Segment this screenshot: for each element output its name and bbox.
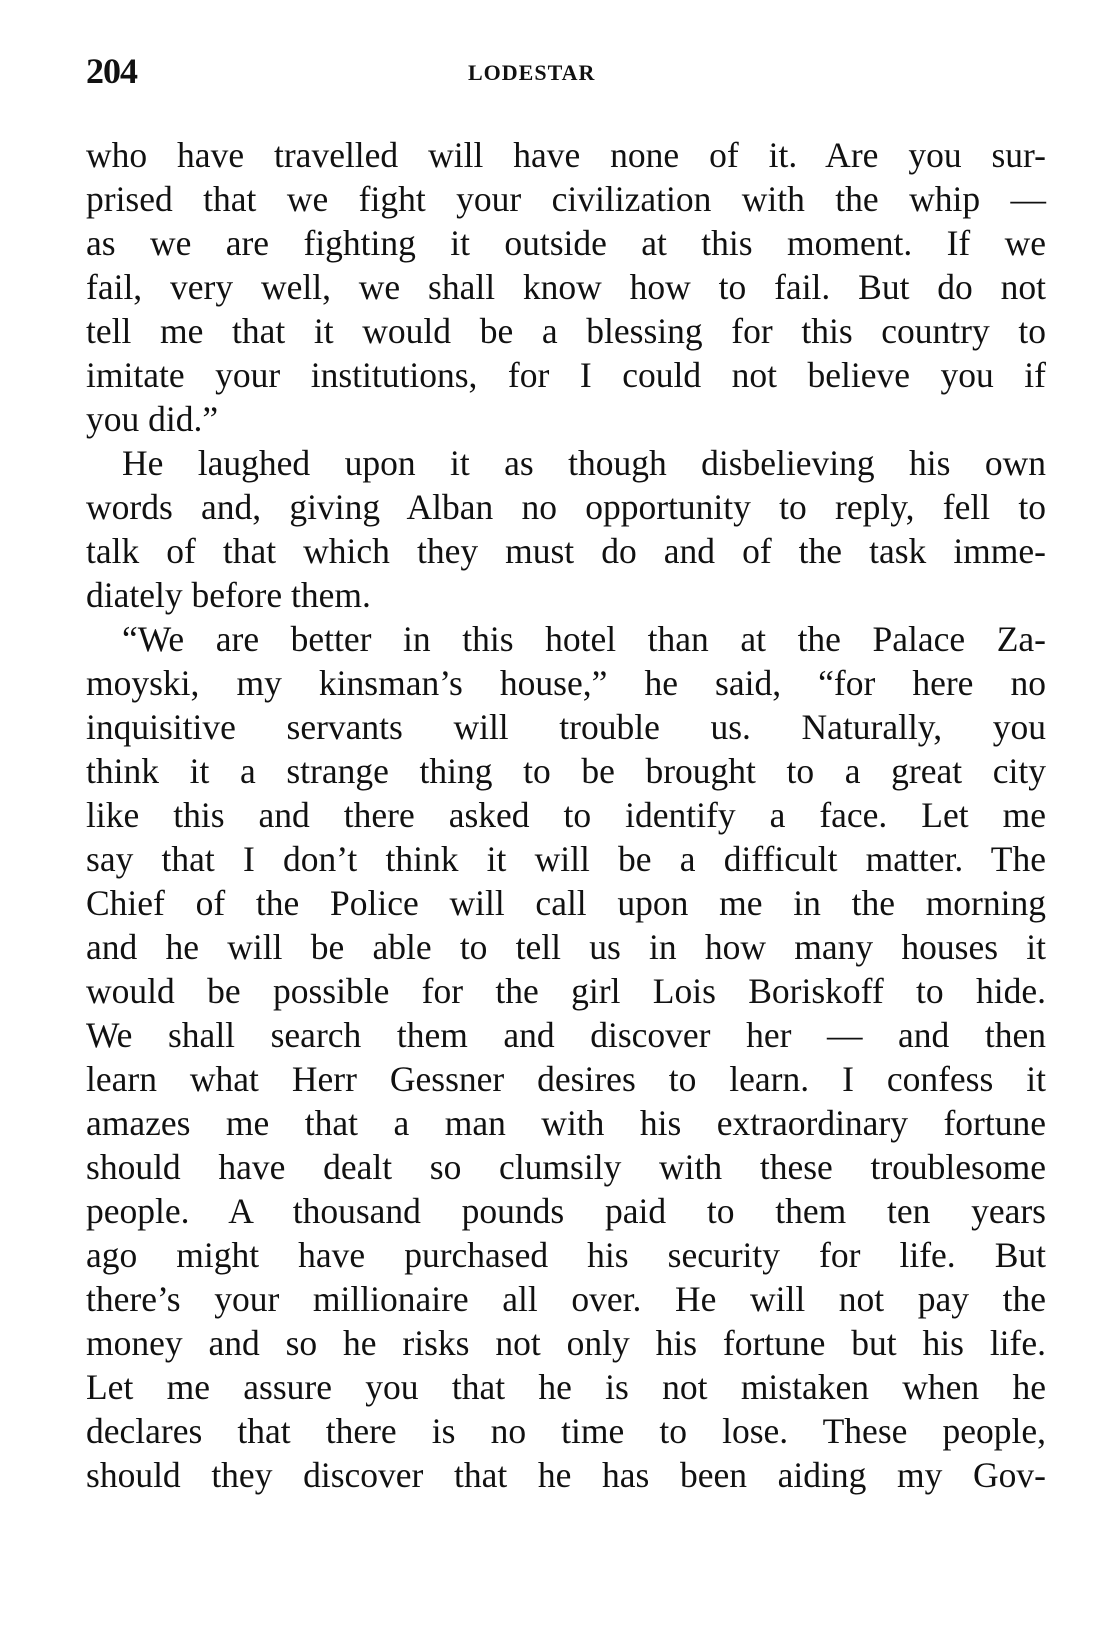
text-line: Let me assure you that he is not mistaken when he	[86, 1367, 1046, 1407]
paragraph-3	[86, 617, 1046, 1497]
text-line: words and, giving Alban no opportunity to reply, fell to	[86, 487, 1046, 527]
text-line: like this and there asked to identify a face. Let me	[86, 795, 1046, 835]
text-line: think it a strange thing to be brought to a great city	[86, 751, 1046, 791]
text-line: should they discover that he has been aiding my Gov-	[86, 1455, 1046, 1495]
text-line: diately before them.	[86, 575, 371, 615]
text-line: people. A thousand pounds paid to them ten years	[86, 1191, 1046, 1231]
text-line: tell me that it would be a blessing for this country to	[86, 311, 1046, 351]
paragraph-1	[86, 133, 1046, 441]
paragraph-2	[86, 441, 1046, 617]
text-line: imitate your institutions, for I could not believe you if	[86, 355, 1046, 395]
text-line: moyski, my kinsman’s house,” he said, “for here no	[86, 663, 1046, 703]
body-text	[86, 133, 1046, 1497]
text-line: fail, very well, we shall know how to fail. But do not	[86, 267, 1046, 307]
text-line: would be possible for the girl Lois Boriskoff to hide.	[86, 971, 1046, 1011]
text-line: amazes me that a man with his extraordinary fortune	[86, 1103, 1046, 1143]
text-line: should have dealt so clumsily with these troublesome	[86, 1147, 1046, 1187]
text-line: ago might have purchased his security for life. But	[86, 1235, 1046, 1275]
text-line: and he will be able to tell us in how many houses it	[86, 927, 1046, 967]
text-line: We shall search them and discover her — and then	[86, 1015, 1046, 1055]
text-line: talk of that which they must do and of the task imme-	[86, 531, 1046, 571]
page-number: 204	[86, 51, 137, 91]
running-head	[86, 50, 1046, 94]
book-title: LODESTAR	[468, 60, 596, 85]
text-line: who have travelled will have none of it. Are you sur-	[86, 135, 1046, 175]
text-line: declares that there is no time to lose. These people,	[86, 1411, 1046, 1451]
text-line: as we are fighting it outside at this moment. If we	[86, 223, 1046, 263]
text-line: prised that we fight your civilization with the whip —	[86, 179, 1046, 219]
text-line: there’s your millionaire all over. He will not pay the	[86, 1279, 1046, 1319]
text-line: Chief of the Police will call upon me in the morning	[86, 883, 1046, 923]
text-line: inquisitive servants will trouble us. Naturally, you	[86, 707, 1046, 747]
text-line: “We are better in this hotel than at the Palace Za-	[122, 619, 1046, 659]
text-line: learn what Herr Gessner desires to learn. I confess it	[86, 1059, 1046, 1099]
text-line: say that I don’t think it will be a difficult matter. The	[86, 839, 1046, 879]
text-line: you did.”	[86, 399, 219, 439]
text-line: money and so he risks not only his fortune but his life.	[86, 1323, 1046, 1363]
text-line: He laughed upon it as though disbelieving his own	[122, 443, 1046, 483]
